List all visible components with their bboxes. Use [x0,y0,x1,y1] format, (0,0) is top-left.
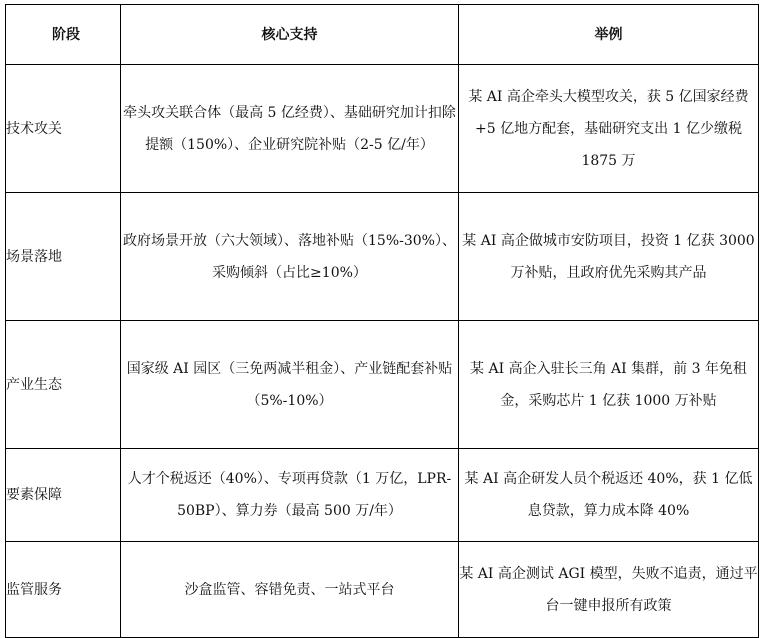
table-row [6,193,759,321]
support-cell: 政府场景开放（六大领域）、落地补贴（15%-30%）、采购倾斜（占比≥10%） [121,193,459,321]
table-row [6,449,759,542]
support-cell: 人才个税返还（40%）、专项再贷款（1 万亿，LPR-50BP）、算力券（最高 500 万/年） [121,449,459,542]
policy-table [5,4,759,638]
header-support: 核心支持 [121,5,459,65]
table-row [6,542,759,638]
header-example: 举例 [459,5,759,65]
stage-cell: 监管服务 [6,542,121,638]
example-cell: 某 AI 高企研发人员个税返还 40%，获 1 亿低息贷款，算力成本降 40% [459,449,759,542]
example-cell: 某 AI 高企做城市安防项目，投资 1 亿获 3000 万补贴，且政府优先采购其产品 [459,193,759,321]
stage-cell: 场景落地 [6,193,121,321]
table-row [6,65,759,193]
support-cell: 国家级 AI 园区（三免两减半租金）、产业链配套补贴（5%-10%） [121,321,459,449]
stage-cell: 要素保障 [6,449,121,542]
example-cell: 某 AI 高企测试 AGI 模型，失败不追责，通过平台一键申报所有政策 [459,542,759,638]
support-cell: 沙盒监管、容错免责、一站式平台 [121,542,459,638]
stage-cell: 技术攻关 [6,65,121,193]
support-cell: 牵头攻关联合体（最高 5 亿经费）、基础研究加计扣除提额（150%）、企业研究院补贴（2-5 亿/年） [121,65,459,193]
example-cell: 某 AI 高企入驻长三角 AI 集群，前 3 年免租金，采购芯片 1 亿获 1000 万补贴 [459,321,759,449]
stage-cell: 产业生态 [6,321,121,449]
example-cell: 某 AI 高企牵头大模型攻关，获 5 亿国家经费+5 亿地方配套，基础研究支出 1 亿少缴税 1875 万 [459,65,759,193]
table-header-row [6,5,759,65]
table-row [6,321,759,449]
header-stage: 阶段 [6,5,121,65]
